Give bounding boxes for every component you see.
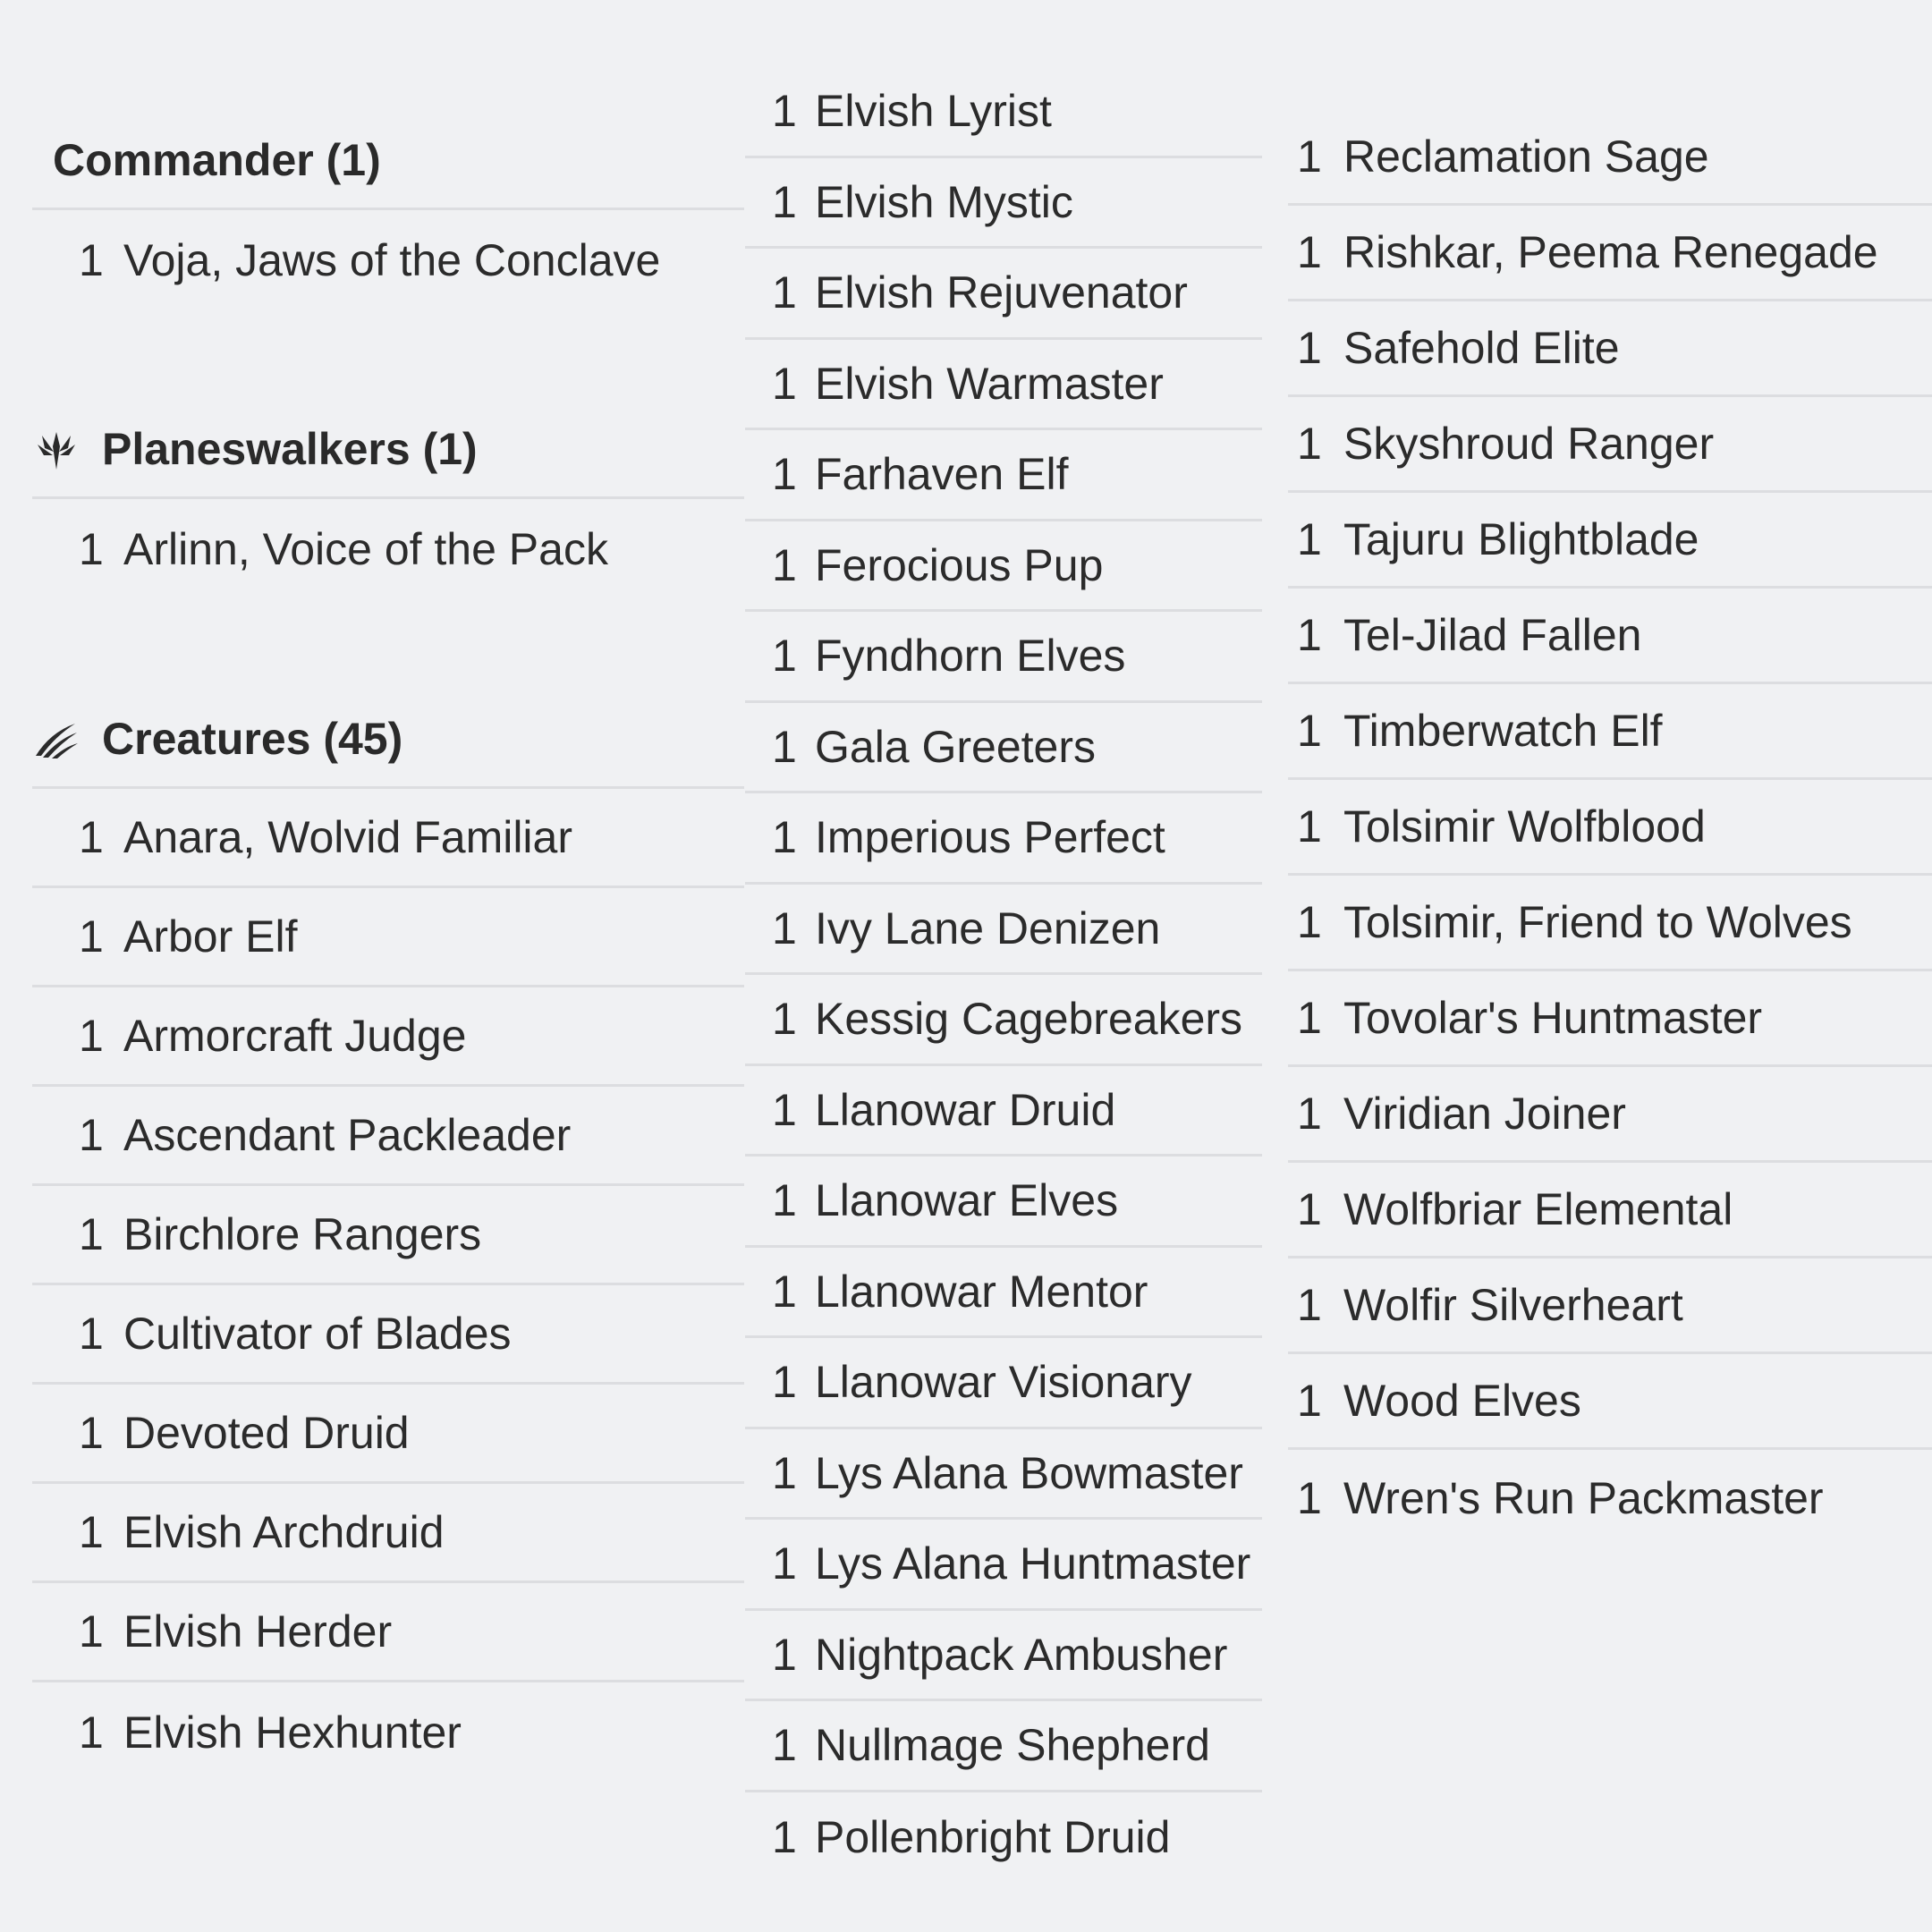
card-name[interactable]: Ferocious Pup: [815, 539, 1104, 590]
card-quantity: 1: [1297, 514, 1322, 564]
card-quantity: 1: [772, 1812, 797, 1863]
card-quantity: 1: [772, 1175, 797, 1226]
card-row[interactable]: [1288, 1163, 1932, 1258]
card-name[interactable]: Tolsimir Wolfblood: [1343, 801, 1706, 852]
card-quantity: 1: [79, 812, 104, 862]
card-row[interactable]: [1288, 684, 1932, 780]
card-row[interactable]: [32, 1285, 744, 1385]
card-row[interactable]: [745, 249, 1262, 340]
card-name[interactable]: Reclamation Sage: [1343, 131, 1709, 182]
card-name[interactable]: Llanowar Druid: [815, 1084, 1116, 1135]
card-quantity: 1: [772, 721, 797, 772]
card-name[interactable]: Elvish Warmaster: [815, 358, 1164, 409]
card-quantity: 1: [79, 1011, 104, 1061]
card-row[interactable]: [1288, 110, 1932, 206]
card-quantity: 1: [79, 911, 104, 962]
card-row[interactable]: [1288, 1067, 1932, 1163]
creature-claw-icon: [34, 716, 79, 761]
card-row[interactable]: [1288, 301, 1932, 397]
card-row[interactable]: [745, 158, 1262, 250]
card-name[interactable]: Wren's Run Packmaster: [1343, 1472, 1824, 1523]
card-row[interactable]: [745, 1792, 1262, 1884]
card-quantity: 1: [1297, 227, 1322, 277]
card-row[interactable]: [1288, 1354, 1932, 1450]
section-title: Creatures (45): [102, 713, 403, 764]
card-row[interactable]: [745, 885, 1262, 976]
card-quantity: 1: [772, 1266, 797, 1317]
card-row[interactable]: [745, 1338, 1262, 1429]
card-name[interactable]: Elvish Herder: [123, 1606, 393, 1657]
card-name[interactable]: Elvish Lyrist: [815, 86, 1052, 137]
card-row[interactable]: [745, 1157, 1262, 1248]
card-quantity: 1: [772, 1720, 797, 1771]
card-quantity: 1: [772, 1084, 797, 1135]
card-row[interactable]: [32, 987, 744, 1087]
card-quantity: 1: [1297, 801, 1322, 852]
card-row[interactable]: [1288, 493, 1932, 589]
card-row[interactable]: [745, 975, 1262, 1066]
card-quantity: 1: [772, 1357, 797, 1408]
card-name[interactable]: Elvish Archdruid: [123, 1507, 445, 1557]
card-quantity: 1: [1297, 1472, 1322, 1523]
card-row[interactable]: [32, 1583, 744, 1682]
card-row[interactable]: [32, 1682, 744, 1782]
card-name[interactable]: Tel-Jilad Fallen: [1343, 610, 1642, 660]
card-row[interactable]: [745, 340, 1262, 431]
card-row[interactable]: [1288, 397, 1932, 493]
card-quantity: 1: [772, 902, 797, 953]
card-name[interactable]: Llanowar Elves: [815, 1175, 1119, 1226]
card-row[interactable]: [745, 521, 1262, 613]
card-name[interactable]: Arlinn, Voice of the Pack: [123, 523, 608, 574]
card-row[interactable]: [745, 1701, 1262, 1792]
card-name[interactable]: Ivy Lane Denizen: [815, 902, 1161, 953]
card-quantity: 1: [79, 1707, 104, 1758]
card-row[interactable]: [745, 430, 1262, 521]
card-name[interactable]: Cultivator of Blades: [123, 1309, 512, 1359]
card-quantity: 1: [772, 994, 797, 1045]
card-quantity: 1: [1297, 1280, 1322, 1330]
card-row[interactable]: [1288, 1450, 1932, 1546]
card-row[interactable]: [745, 1066, 1262, 1157]
card-name[interactable]: Gala Greeters: [815, 721, 1097, 772]
card-quantity: 1: [772, 812, 797, 863]
card-name[interactable]: Elvish Rejuvenator: [815, 267, 1188, 318]
card-name[interactable]: Birchlore Rangers: [123, 1209, 482, 1259]
card-quantity: 1: [1297, 131, 1322, 182]
card-quantity: 1: [79, 1110, 104, 1160]
card-row[interactable]: [1288, 971, 1932, 1067]
card-row[interactable]: [745, 67, 1262, 158]
planeswalkers-section-header[interactable]: [32, 401, 744, 499]
card-quantity: 1: [1297, 323, 1322, 373]
card-name[interactable]: Fyndhorn Elves: [815, 631, 1126, 682]
card-name[interactable]: Armorcraft Judge: [123, 1011, 467, 1061]
card-quantity: 1: [1297, 706, 1322, 756]
card-row[interactable]: [1288, 589, 1932, 684]
card-quantity: 1: [1297, 1089, 1322, 1139]
card-name[interactable]: Farhaven Elf: [815, 449, 1069, 500]
card-quantity: 1: [79, 523, 104, 574]
card-quantity: 1: [79, 1209, 104, 1259]
card-row[interactable]: [745, 1611, 1262, 1702]
card-quantity: 1: [772, 1629, 797, 1680]
card-quantity: 1: [772, 267, 797, 318]
card-quantity: 1: [1297, 897, 1322, 947]
section-title: Planeswalkers (1): [102, 423, 478, 474]
card-quantity: 1: [772, 1447, 797, 1498]
card-row[interactable]: [1288, 206, 1932, 301]
card-name[interactable]: Elvish Hexhunter: [123, 1707, 462, 1758]
card-row[interactable]: [32, 1385, 744, 1484]
card-name[interactable]: Wolfir Silverheart: [1343, 1280, 1683, 1330]
card-name[interactable]: Pollenbright Druid: [815, 1812, 1171, 1863]
card-quantity: 1: [79, 1309, 104, 1359]
card-name[interactable]: Arbor Elf: [123, 911, 298, 962]
card-row[interactable]: [32, 499, 744, 598]
card-name[interactable]: Lys Alana Huntmaster: [815, 1538, 1251, 1589]
card-quantity: 1: [79, 1408, 104, 1458]
card-name[interactable]: Wood Elves: [1343, 1376, 1581, 1426]
card-row[interactable]: [1288, 780, 1932, 876]
card-row[interactable]: [745, 1248, 1262, 1339]
card-name[interactable]: Elvish Mystic: [815, 176, 1073, 227]
card-name[interactable]: Llanowar Visionary: [815, 1357, 1192, 1408]
card-name[interactable]: Imperious Perfect: [815, 812, 1165, 863]
card-row[interactable]: [32, 888, 744, 987]
card-quantity: 1: [772, 539, 797, 590]
card-quantity: 1: [772, 176, 797, 227]
card-name[interactable]: Anara, Wolvid Familiar: [123, 812, 573, 862]
card-name[interactable]: Rishkar, Peema Renegade: [1343, 227, 1878, 277]
card-row[interactable]: [745, 1520, 1262, 1611]
card-quantity: 1: [772, 1538, 797, 1589]
card-quantity: 1: [772, 631, 797, 682]
card-quantity: 1: [1297, 610, 1322, 660]
card-quantity: 1: [1297, 419, 1322, 469]
planeswalker-icon: [34, 427, 79, 471]
card-quantity: 1: [1297, 1376, 1322, 1426]
card-quantity: 1: [1297, 1184, 1322, 1234]
card-row[interactable]: [745, 1429, 1262, 1521]
card-name[interactable]: Tajuru Blightblade: [1343, 514, 1699, 564]
card-quantity: 1: [772, 449, 797, 500]
creatures-section-header[interactable]: [32, 691, 744, 789]
card-name[interactable]: Wolfbriar Elemental: [1343, 1184, 1733, 1234]
card-name[interactable]: Devoted Druid: [123, 1408, 410, 1458]
card-name[interactable]: Voja, Jaws of the Conclave: [123, 234, 661, 285]
card-row[interactable]: [32, 1087, 744, 1186]
card-quantity: 1: [79, 1507, 104, 1557]
card-row[interactable]: [32, 210, 744, 309]
commander-section-header[interactable]: [32, 112, 744, 210]
card-name[interactable]: Lys Alana Bowmaster: [815, 1447, 1243, 1498]
card-name[interactable]: Tovolar's Huntmaster: [1343, 993, 1763, 1043]
card-name[interactable]: Skyshroud Ranger: [1343, 419, 1715, 469]
card-quantity: 1: [772, 86, 797, 137]
card-quantity: 1: [79, 1606, 104, 1657]
card-row[interactable]: [745, 703, 1262, 794]
card-row[interactable]: [32, 1186, 744, 1285]
card-name[interactable]: Nightpack Ambusher: [815, 1629, 1228, 1680]
card-quantity: 1: [1297, 993, 1322, 1043]
card-row[interactable]: [745, 793, 1262, 885]
card-row[interactable]: [745, 612, 1262, 703]
card-name[interactable]: Nullmage Shepherd: [815, 1720, 1210, 1771]
card-name[interactable]: Tolsimir, Friend to Wolves: [1343, 897, 1852, 947]
card-row[interactable]: [1288, 876, 1932, 971]
card-name[interactable]: Timberwatch Elf: [1343, 706, 1663, 756]
card-name[interactable]: Kessig Cagebreakers: [815, 994, 1243, 1045]
card-row[interactable]: [32, 789, 744, 888]
card-row[interactable]: [1288, 1258, 1932, 1354]
card-quantity: 1: [79, 234, 104, 285]
card-name[interactable]: Safehold Elite: [1343, 323, 1620, 373]
section-title: Commander (1): [53, 134, 381, 185]
card-name[interactable]: Llanowar Mentor: [815, 1266, 1148, 1317]
card-row[interactable]: [32, 1484, 744, 1583]
card-quantity: 1: [772, 358, 797, 409]
card-name[interactable]: Ascendant Packleader: [123, 1110, 572, 1160]
card-name[interactable]: Viridian Joiner: [1343, 1089, 1626, 1139]
